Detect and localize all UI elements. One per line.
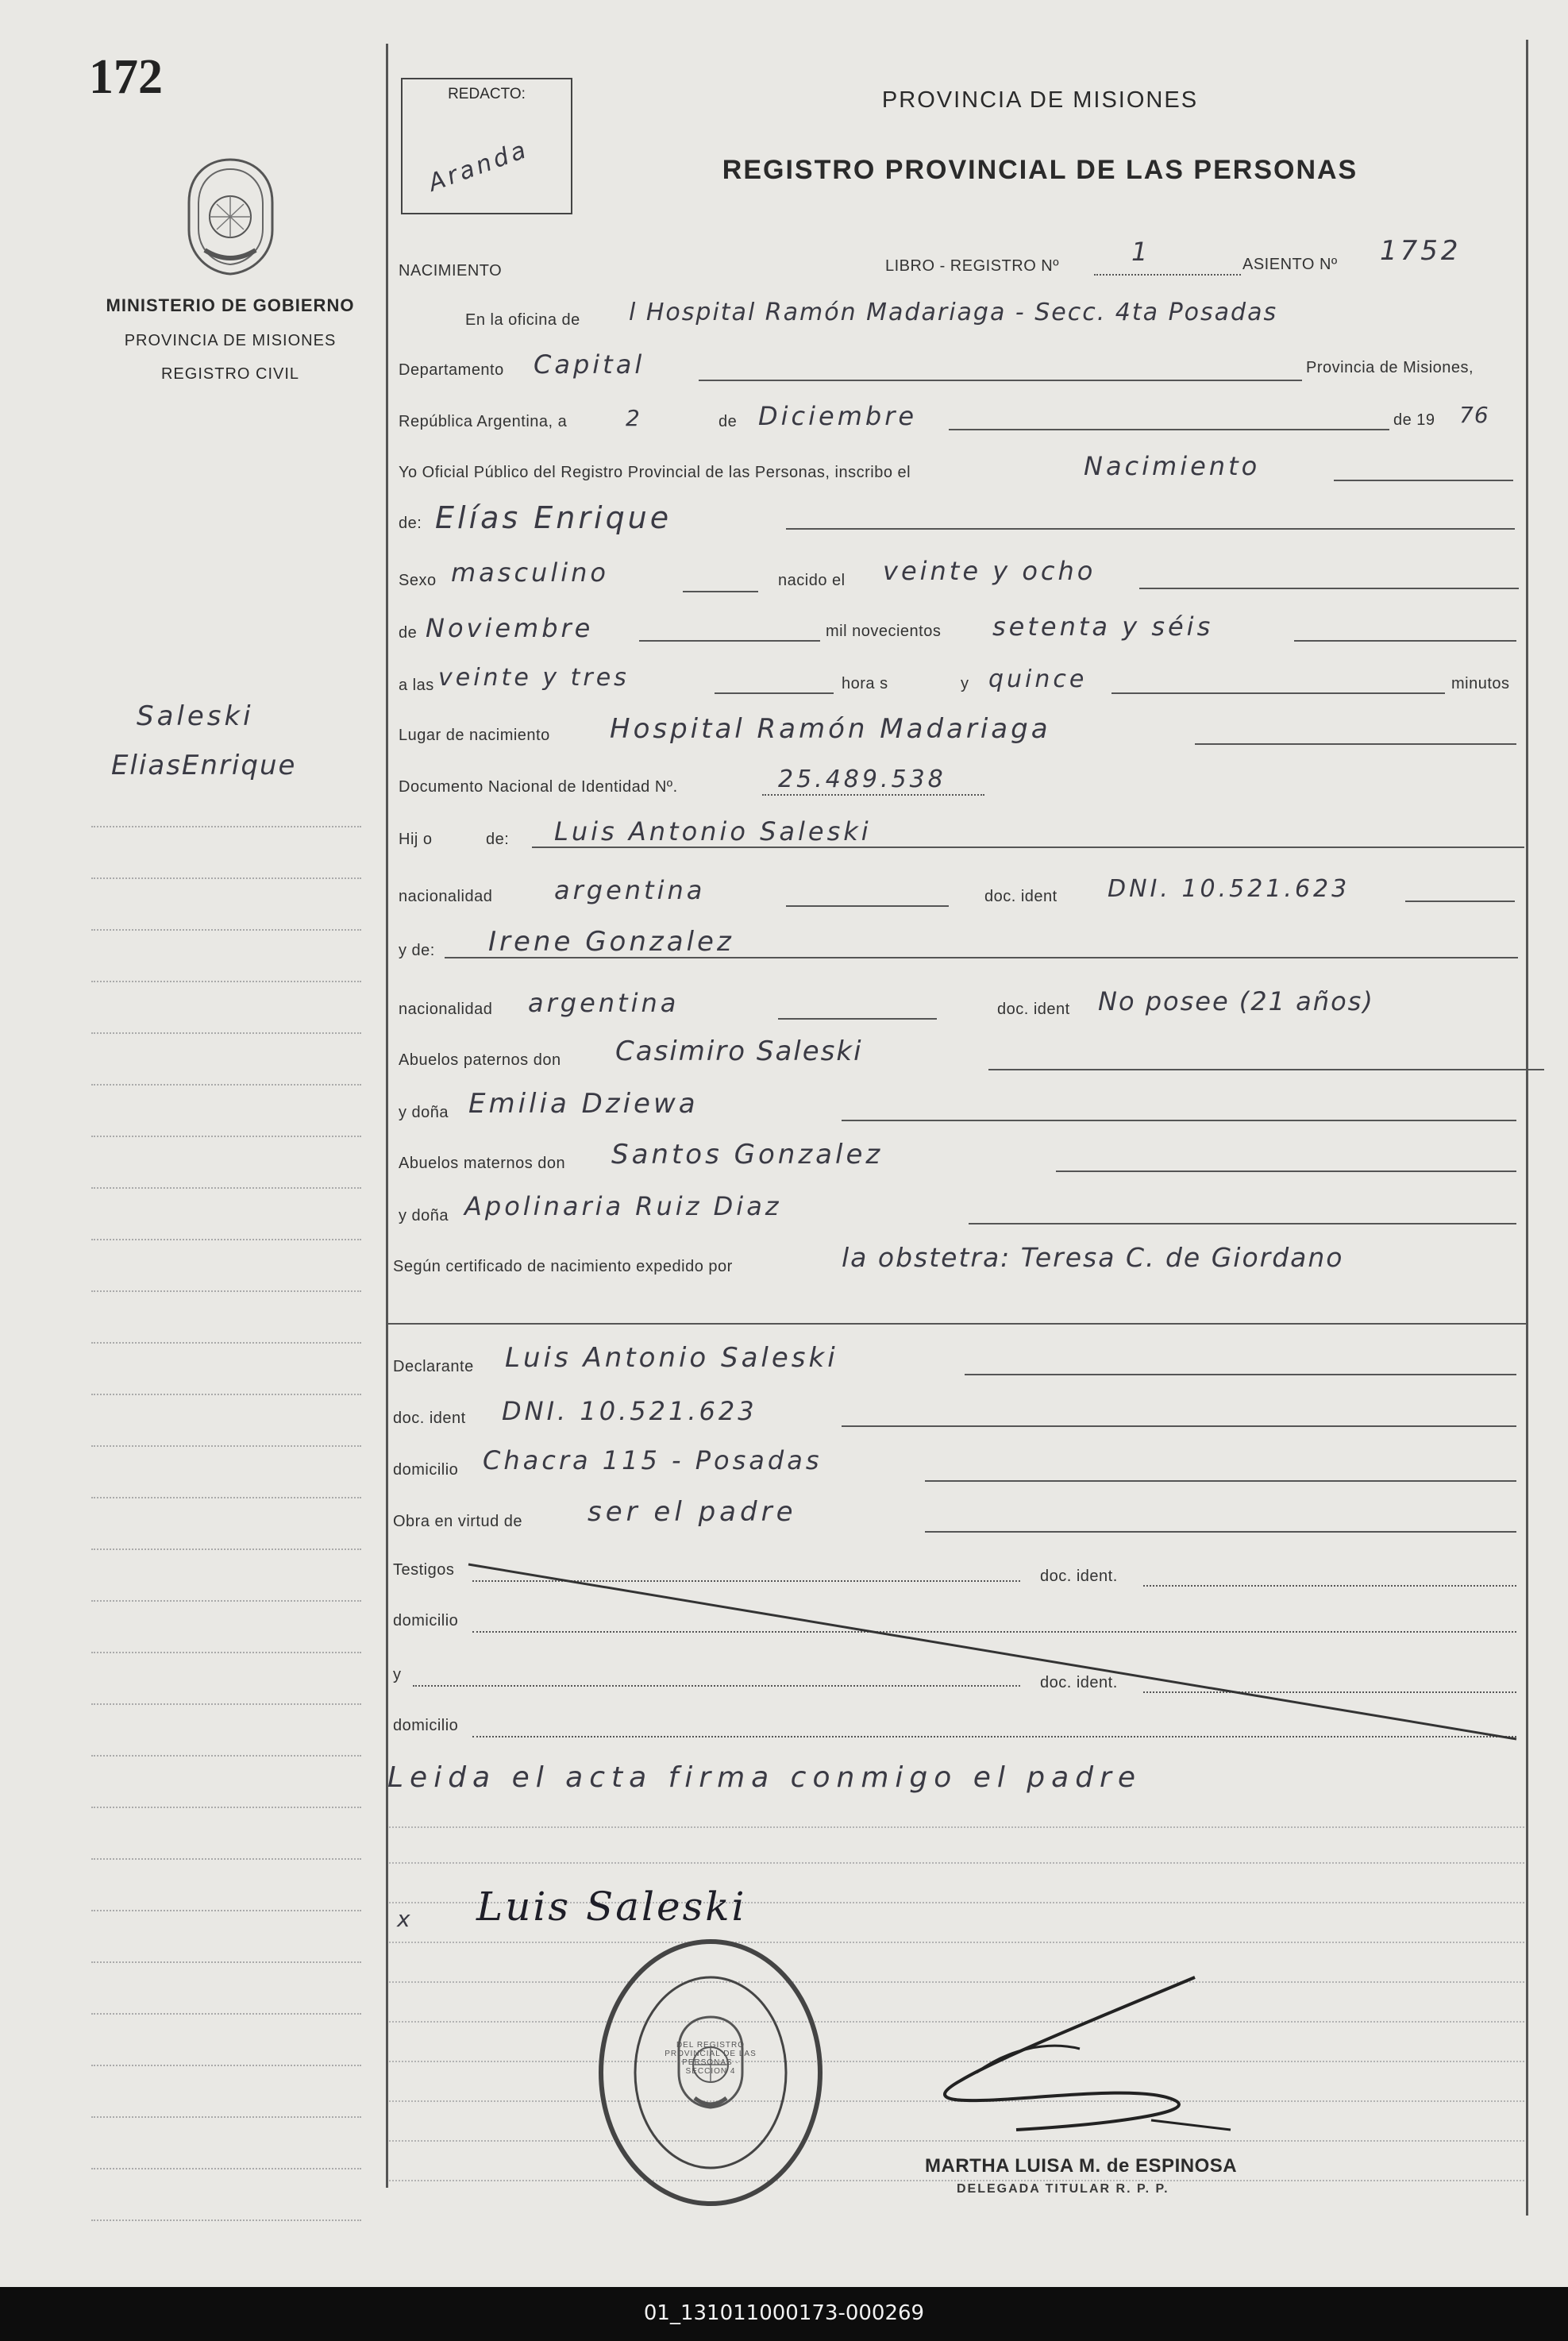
republica-label: República Argentina, a: [399, 413, 568, 430]
departamento-label: Departamento: [399, 361, 504, 379]
ab-pat-label: Abuelos paternos don: [399, 1051, 561, 1069]
nac-mes-value: Noviembre: [426, 613, 594, 643]
nacionalidad-label: nacionalidad: [399, 888, 493, 905]
dia-value: 2: [626, 405, 643, 431]
redacto-label: REDACTO:: [448, 86, 526, 102]
oficial-value: Nacimiento: [1084, 451, 1261, 481]
registry-label: REGISTRO CIVIL: [160, 365, 300, 383]
domicilio2-label: domicilio: [393, 1612, 459, 1629]
de-nombre-label: de:: [399, 515, 422, 532]
departamento-value: Capital: [534, 349, 645, 380]
declarante-value: Luis Antonio Saleski: [505, 1342, 838, 1374]
a-las-label: a las: [399, 677, 434, 694]
main-panel-border-left: [386, 44, 388, 2188]
doc-ident-label: doc. ident: [984, 888, 1058, 905]
province-seal-icon: [181, 155, 280, 278]
doc-ident2-label: doc. ident: [393, 1410, 466, 1427]
official-signature-scribble: [913, 1961, 1326, 2144]
main-panel-border-right: [1526, 40, 1528, 2216]
official-title: DELEGADA TITULAR R. P. P.: [957, 2182, 1169, 2196]
ab-mat-don-value: Santos Gonzalez: [611, 1139, 884, 1170]
domicilio3-label: domicilio: [393, 1717, 459, 1734]
margin-surname: Saleski: [137, 700, 254, 732]
obra-label: Obra en virtud de: [393, 1513, 523, 1530]
hora-value: veinte y tres: [438, 664, 630, 692]
mes-value: Diciembre: [758, 401, 918, 431]
madre-nac-value: argentina: [528, 988, 680, 1018]
oficina-value: l Hospital Ramón Madariaga - Secc. 4ta Posadas: [629, 299, 1278, 326]
domicilio-value: Chacra 115 - Posadas: [483, 1445, 823, 1475]
de-label: de: [719, 413, 738, 430]
signature-mark: x: [397, 1906, 414, 1932]
asiento-label: ASIENTO Nº: [1242, 256, 1338, 273]
sexo-value: masculino: [451, 557, 609, 588]
redacto-box: [401, 78, 572, 214]
header-province: PROVINCIA DE MISIONES: [881, 87, 1199, 113]
nacido-value: veinte y ocho: [883, 556, 1096, 586]
ab-pat-don-value: Casimiro Saleski: [615, 1036, 863, 1067]
act-type-label: NACIMIENTO: [399, 262, 503, 280]
minutos-value: quince: [988, 665, 1088, 693]
sexo-label: Sexo: [399, 572, 437, 589]
lugar-label: Lugar de nacimiento: [399, 727, 550, 744]
declarante-label: Declarante: [393, 1358, 474, 1375]
nacido-label: nacido el: [778, 572, 846, 589]
certificado-label: Según certificado de nacimiento expedido por: [393, 1258, 733, 1275]
y-dona-label-2: y doña: [399, 1207, 449, 1224]
testigos-cancel-line: [389, 1556, 1524, 1747]
official-name: MARTHA LUISA M. de ESPINOSA: [925, 2155, 1238, 2177]
redacto-value: Aranda: [424, 135, 533, 198]
y-dona-label: y doña: [399, 1104, 449, 1121]
y2-label: y: [393, 1666, 402, 1683]
obra-value: ser el padre: [588, 1496, 797, 1528]
dni-label: Documento Nacional de Identidad Nº.: [399, 778, 678, 796]
ab-mat-dona-value: Apolinaria Ruiz Diaz: [464, 1191, 782, 1221]
hora-label: hora s: [842, 675, 888, 692]
testigos-label: Testigos: [393, 1561, 455, 1579]
padre-value: Luis Antonio Saleski: [554, 816, 872, 847]
mil-label: mil novecientos: [826, 623, 942, 640]
page-title: REGISTRO PROVINCIAL DE LAS PERSONAS: [722, 155, 1358, 185]
image-id-label: 01_131011000173-000269: [643, 2301, 925, 2325]
y-de-label: y de:: [399, 942, 435, 959]
doc-ident4-label: doc. ident.: [1040, 1674, 1118, 1691]
oficial-label: Yo Oficial Público del Registro Provincial de las Personas, inscribo el: [399, 464, 911, 481]
declarante-doc-value: DNI. 10.521.623: [502, 1396, 757, 1426]
province-label: PROVINCIA DE MISIONES: [124, 332, 337, 349]
image-id-footer: [0, 2287, 1568, 2341]
declarant-signature: Luis Saleski: [476, 1884, 747, 1930]
asiento-value: 1752: [1380, 235, 1462, 267]
dni-value: 25.489.538: [778, 766, 946, 793]
minutos-label: minutos: [1451, 675, 1510, 692]
madre-value: Irene Gonzalez: [488, 926, 734, 958]
doc-ident-label-2: doc. ident: [997, 1001, 1070, 1018]
domicilio-label: domicilio: [393, 1461, 459, 1479]
madre-doc-value: No posee (21 años): [1098, 986, 1374, 1016]
anio-value: 76: [1459, 402, 1489, 428]
hijo-de-label: de:: [486, 831, 510, 848]
certificado-value: la obstetra: Teresa C. de Giordano: [842, 1242, 1344, 1273]
lugar-value: Hospital Ramón Madariaga: [610, 713, 1051, 745]
doc-ident3-label: doc. ident.: [1040, 1568, 1118, 1585]
oficina-label: En la oficina de: [465, 311, 580, 329]
page-number: 172: [89, 50, 163, 104]
padre-nac-value: argentina: [554, 875, 706, 905]
nombre-value: Elías Enrique: [435, 500, 672, 535]
ab-pat-dona-value: Emilia Dziewa: [468, 1088, 699, 1120]
ab-mat-label: Abuelos maternos don: [399, 1155, 566, 1172]
nacionalidad-label-2: nacionalidad: [399, 1001, 493, 1018]
nac-anio-value: setenta y séis: [992, 611, 1214, 642]
closing-text: Leida el acta firma conmigo el padre: [387, 1761, 1142, 1794]
provincia-label: Provincia de Misiones,: [1306, 359, 1474, 376]
margin-given-names: EliasEnrique: [111, 750, 297, 781]
y-label: y: [961, 675, 969, 692]
padre-doc-value: DNI. 10.521.623: [1108, 875, 1350, 903]
stamp-text: DEL REGISTRO PROVINCIAL DE LAS PERSONAS · SECCION 4: [665, 2041, 757, 2076]
libro-label: LIBRO - REGISTRO Nº: [885, 257, 1060, 275]
de-mes-label: de: [399, 624, 418, 642]
hijo-label: Hij o: [399, 831, 433, 848]
anio-label: de 19: [1393, 411, 1435, 429]
libro-value: 1: [1131, 237, 1151, 267]
ministry-label: MINISTERIO DE GOBIERNO: [106, 295, 355, 315]
